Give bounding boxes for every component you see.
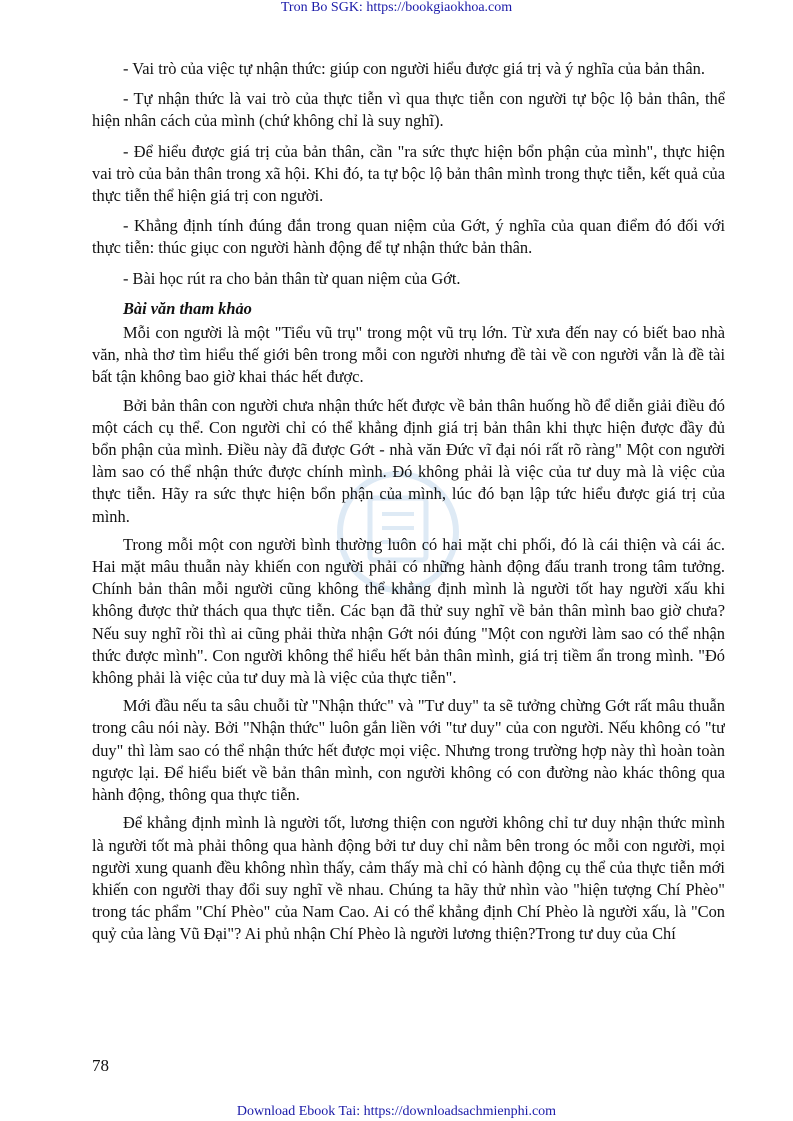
essay-paragraph: Trong mỗi một con người bình thường luôn có hai mặt chi phối, đó là cái thiện và cái ác. Hai mặt mâu thuẫn này khiến con người phải có những hành động đấu tranh trong tâm tưởng. Chính bản thân mỗi người cũng không thể khẳng định mình là người tốt hay người xấu khi không được thử thách qua thực tiễn. Các bạn đã thử suy nghĩ về bản thân mình bao giờ chưa? Nếu suy nghĩ rồi thì ai cũng phải thừa nhận Gớt nói đúng "Một con người làm sao có thể nhận thức được mình". Con người không thể hiểu hết bản thân mình, giá trị tiềm ẩn trong mình. "Đó không phải là việc của tư duy mà là việc của thực tiễn".: [92, 534, 725, 688]
essay-paragraph: Để khẳng định mình là người tốt, lương thiện con người không chỉ tư duy nhận thức mình là người tốt mà phải thông qua hành động bởi tư duy chỉ nằm bên trong óc mỗi con người, mọi người xung quanh đều không nhìn thấy, cảm thấy mà chỉ có hành động cụ thể của thực tiễn mới khiến con người thay đổi suy nghĩ về nhau. Chúng ta hãy thử nhìn vào "hiện tượng Chí Phèo" trong tác phẩm "Chí Phèo" của Nam Cao. Ai có thể khẳng định Chí Phèo là người xấu, là "Con quỷ của làng Vũ Đại"? Ai phủ nhận Chí Phèo là người lương thiện?Trong tư duy của Chí: [92, 813, 725, 944]
page-number: 78: [92, 1056, 109, 1075]
outline-item: - Bài học rút ra cho bản thân từ quan niệm của Gớt.: [123, 268, 461, 288]
outline-item: - Vai trò của việc tự nhận thức: giúp con người hiểu được giá trị và ý nghĩa của bản thân.: [123, 59, 705, 78]
header-source-link[interactable]: Tron Bo SGK: https://bookgiaokhoa.com: [280, 0, 513, 15]
outline-item: - Để hiểu được giá trị của bản thân, cần "ra sức thực hiện bổn phận của mình", thực hiện vai trò của bản thân trong xã hội. Khi đó, ta tự bộc lộ bản thân mình trong thực tiễn, kết quả của thực tiễn thể hiện giá trị con người.: [92, 141, 725, 206]
outline-item: - Khẳng định tính đúng đắn trong quan niệm của Gớt, ý nghĩa của quan điểm đó đối với thực tiễn: thúc giục con người hành động để tự nhận thức bản thân.: [92, 216, 725, 258]
outline-item: - Tự nhận thức là vai trò của thực tiễn vì qua thực tiễn con người tự bộc lộ bản thân, thể hiện nhân cách của mình (chứ không chỉ là suy nghĩ).: [92, 89, 725, 131]
essay-paragraph: Mỗi con người là một "Tiểu vũ trụ" trong một vũ trụ lớn. Từ xưa đến nay có biết bao nhà văn, nhà thơ tìm hiểu thế giới bên trong mỗi con người nhưng đề tài về con người vẫn là đề tài bất tận không bao giờ khai thác hết được.: [92, 323, 725, 387]
essay-paragraph: Mới đầu nếu ta sâu chuỗi từ "Nhận thức" và "Tư duy" ta sẽ tưởng chừng Gớt rất mâu thuẫn trong câu nói này. Bởi "Nhận thức" luôn gắn liền với "tư duy" của con người. Nếu không có "tư duy" thì làm sao có thể nhận thức hết được mọi việc. Nhưng trong trường hợp này thì hoàn toàn ngược lại. Để hiểu biết về bản thân mình, con người không có con đường nào khác thông qua hành động, thông qua thực tiễn.: [92, 696, 725, 805]
page-content: [92, 58, 725, 1058]
footer-download-link[interactable]: Download Ebook Tai: https://downloadsachmienphi.com: [236, 1104, 557, 1119]
section-heading: Bài văn tham khảo: [123, 298, 252, 318]
essay-paragraph: Bởi bản thân con người chưa nhận thức hết được về bản thân huống hồ để diễn giải điều đó một cách cụ thể. Con người chỉ có thể khẳng định giá trị bản thân khi thực hiện được đầy đủ bổn phận của mình. Điều này đã được Gớt - nhà văn Đức vĩ đại nói rất rõ ràng" Một con người làm sao có thể nhận thức được chính mình. Đó không phải là việc của tư duy mà là việc của thực tiễn. Hãy ra sức thực hiện bổn phận của mình, lúc đó bạn lập tức hiểu được giá trị của mình.: [92, 395, 725, 526]
